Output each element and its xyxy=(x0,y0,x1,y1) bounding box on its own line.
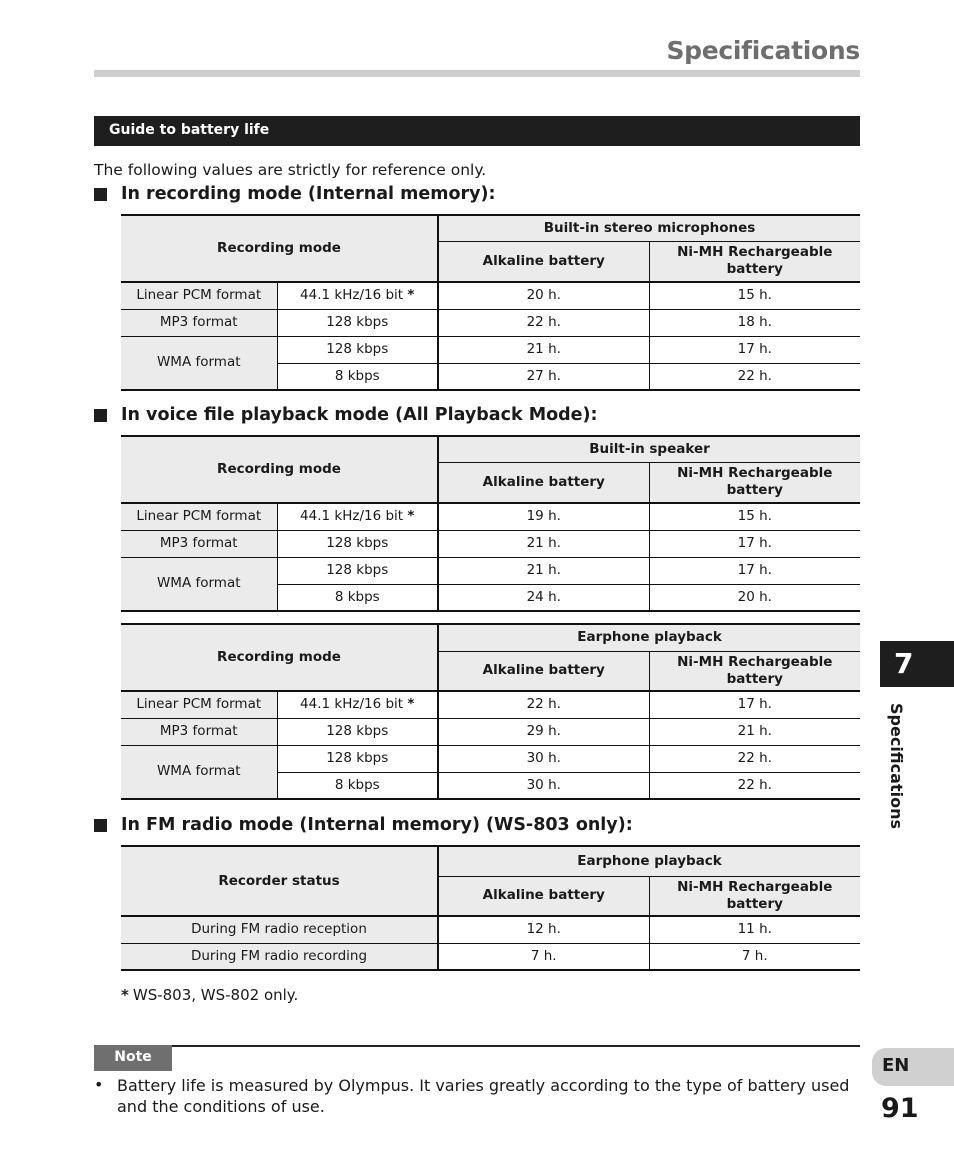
note-rule xyxy=(94,1045,860,1047)
alkaline-value: 22 h. xyxy=(438,691,649,718)
section-heading-fm xyxy=(94,815,633,835)
bitrate-cell: 128 kbps xyxy=(277,718,438,745)
alkaline-value: 29 h. xyxy=(438,718,649,745)
section-heading-playback xyxy=(94,405,598,425)
header-group: Earphone playback xyxy=(438,624,860,651)
alkaline-value: 7 h. xyxy=(438,943,649,970)
nimh-value: 15 h. xyxy=(649,282,860,309)
header-recording-mode: Recording mode xyxy=(121,624,438,691)
nimh-value: 22 h. xyxy=(649,745,860,772)
square-bullet-icon xyxy=(94,409,107,422)
bitrate-cell: 8 kbps xyxy=(277,363,438,390)
bitrate-cell: 8 kbps xyxy=(277,772,438,799)
guide-bar xyxy=(94,116,860,146)
bitrate-cell: 128 kbps xyxy=(277,530,438,557)
format-cell: MP3 format xyxy=(121,718,277,745)
header-alkaline: Alkaline battery xyxy=(438,876,649,916)
chapter-number: 7 xyxy=(894,647,914,680)
alkaline-value: 21 h. xyxy=(438,336,649,363)
alkaline-value: 22 h. xyxy=(438,309,649,336)
format-cell: WMA format xyxy=(121,336,277,390)
nimh-value: 21 h. xyxy=(649,718,860,745)
header-group: Earphone playback xyxy=(438,846,860,876)
header-alkaline: Alkaline battery xyxy=(438,462,649,503)
nimh-value: 15 h. xyxy=(649,503,860,530)
language-label: EN xyxy=(882,1055,910,1076)
alkaline-value: 19 h. xyxy=(438,503,649,530)
language-tab xyxy=(872,1048,954,1086)
header-group: Built-in speaker xyxy=(438,436,860,462)
nimh-value: 20 h. xyxy=(649,584,860,611)
footnote-text: WS-803, WS-802 only. xyxy=(132,986,299,1004)
bitrate-cell: 128 kbps xyxy=(277,309,438,336)
playback-speaker-table xyxy=(121,435,860,612)
nimh-value: 18 h. xyxy=(649,309,860,336)
alkaline-value: 30 h. xyxy=(438,745,649,772)
fm-radio-table xyxy=(121,845,860,971)
header-recording-mode: Recording mode xyxy=(121,215,438,282)
nimh-value: 11 h. xyxy=(649,916,860,943)
bitrate-cell: 128 kbps xyxy=(277,745,438,772)
section-heading-text: In FM radio mode (Internal memory) (WS-803 only): xyxy=(121,815,633,835)
bitrate-cell: 128 kbps xyxy=(277,557,438,584)
format-cell: Linear PCM format xyxy=(121,282,277,309)
format-cell: Linear PCM format xyxy=(121,503,277,530)
header-group: Built-in stereo microphones xyxy=(438,215,860,241)
chapter-label-text: Specifications xyxy=(887,703,906,829)
bitrate-cell: 44.1 kHz/16 bit * xyxy=(277,691,438,718)
alkaline-value: 21 h. xyxy=(438,557,649,584)
section-heading-text: In recording mode (Internal memory): xyxy=(121,184,496,204)
header-alkaline: Alkaline battery xyxy=(438,241,649,282)
chapter-tab xyxy=(880,641,954,687)
format-cell: Linear PCM format xyxy=(121,691,277,718)
header-nimh: Ni-MH Rechargeable battery xyxy=(649,876,860,916)
nimh-value: 22 h. xyxy=(649,772,860,799)
bullet-icon: • xyxy=(94,1075,104,1094)
alkaline-value: 20 h. xyxy=(438,282,649,309)
page-title: Specifications xyxy=(666,36,860,65)
nimh-value: 22 h. xyxy=(649,363,860,390)
header-nimh: Ni-MH Rechargeable battery xyxy=(649,462,860,503)
bitrate-cell: 44.1 kHz/16 bit * xyxy=(277,282,438,309)
header-recorder-status: Recorder status xyxy=(121,846,438,916)
status-cell: During FM radio reception xyxy=(121,916,438,943)
chapter-side-label xyxy=(887,703,913,829)
note-text: Battery life is measured by Olympus. It varies greatly according to the type of battery used and the conditions of use. xyxy=(117,1076,850,1116)
nimh-value: 17 h. xyxy=(649,530,860,557)
footnote-mark: * xyxy=(121,986,129,1004)
bitrate-cell: 128 kbps xyxy=(277,336,438,363)
footnote xyxy=(121,986,298,1004)
section-heading-recording xyxy=(94,184,496,204)
intro-text: The following values are strictly for reference only. xyxy=(94,161,487,179)
recording-mode-table xyxy=(121,214,860,391)
alkaline-value: 24 h. xyxy=(438,584,649,611)
square-bullet-icon xyxy=(94,188,107,201)
header-alkaline: Alkaline battery xyxy=(438,651,649,691)
header-recording-mode: Recording mode xyxy=(121,436,438,503)
alkaline-value: 21 h. xyxy=(438,530,649,557)
page-number: 91 xyxy=(881,1093,919,1124)
nimh-value: 7 h. xyxy=(649,943,860,970)
nimh-value: 17 h. xyxy=(649,336,860,363)
alkaline-value: 12 h. xyxy=(438,916,649,943)
note-tag: Note xyxy=(94,1045,172,1071)
nimh-value: 17 h. xyxy=(649,691,860,718)
title-rule xyxy=(94,70,860,77)
alkaline-value: 30 h. xyxy=(438,772,649,799)
playback-earphone-table xyxy=(121,623,860,800)
bitrate-cell: 8 kbps xyxy=(277,584,438,611)
format-cell: WMA format xyxy=(121,557,277,611)
alkaline-value: 27 h. xyxy=(438,363,649,390)
bitrate-cell: 44.1 kHz/16 bit * xyxy=(277,503,438,530)
nimh-value: 17 h. xyxy=(649,557,860,584)
format-cell: WMA format xyxy=(121,745,277,799)
square-bullet-icon xyxy=(94,819,107,832)
header-nimh: Ni-MH Rechargeable battery xyxy=(649,241,860,282)
section-heading-text: In voice file playback mode (All Playback Mode): xyxy=(121,405,598,425)
format-cell: MP3 format xyxy=(121,530,277,557)
format-cell: MP3 format xyxy=(121,309,277,336)
status-cell: During FM radio recording xyxy=(121,943,438,970)
header-nimh: Ni-MH Rechargeable battery xyxy=(649,651,860,691)
guide-bar-label: Guide to battery life xyxy=(109,122,270,138)
